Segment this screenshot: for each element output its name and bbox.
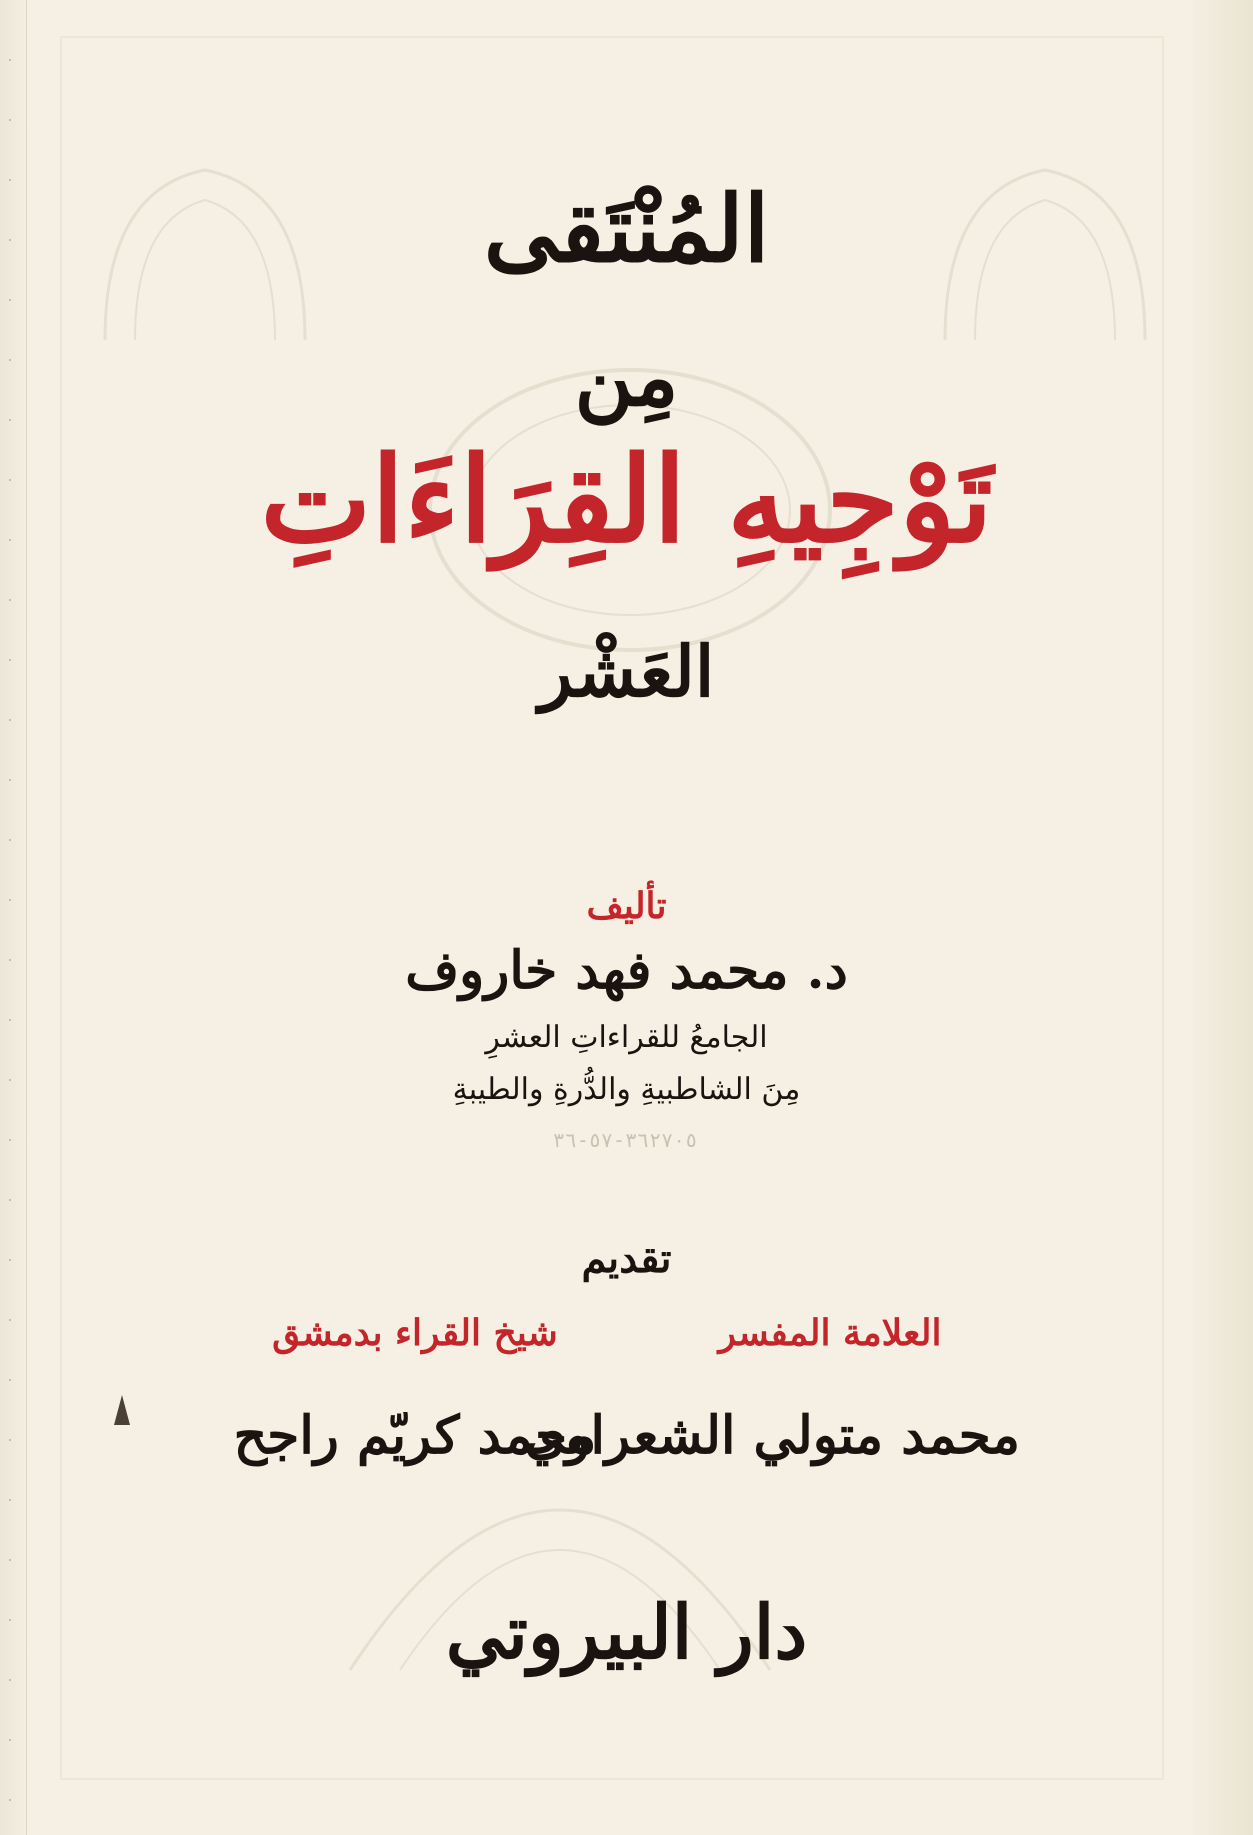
title-line-4: العَشْر [538, 630, 715, 713]
title-line-2: مِن [574, 330, 679, 424]
introducer-right-name: محمد متولي الشعراوي [524, 1405, 1020, 1466]
author-description-2: مِنَ الشاطبيةِ والدُّرةِ والطيبةِ [452, 1072, 801, 1107]
author-name: د. محمد فهد خاروف [405, 940, 848, 1001]
author-label: تأليف [586, 885, 667, 927]
introducer-left-title: شيخ القراء بدمشق [272, 1312, 558, 1354]
margin-mark [114, 1395, 130, 1425]
introducer-right-title: العلامة المفسر [718, 1312, 942, 1354]
introducer-left-name: محمد كريّم راجح [233, 1405, 597, 1466]
stamp-number: ٣٦٢٧٠٥-٥٧-٣٦ [552, 1128, 698, 1152]
publisher-name: دار البيروتي [445, 1590, 808, 1676]
title-line-3: تَوْجِيهِ القِرَاءَاتِ [260, 430, 993, 569]
author-description-1: الجامعُ للقراءاتِ العشرِ [485, 1020, 768, 1055]
title-line-1: المُنْتَقى [483, 175, 770, 283]
introduction-label: تقديم [581, 1235, 672, 1282]
